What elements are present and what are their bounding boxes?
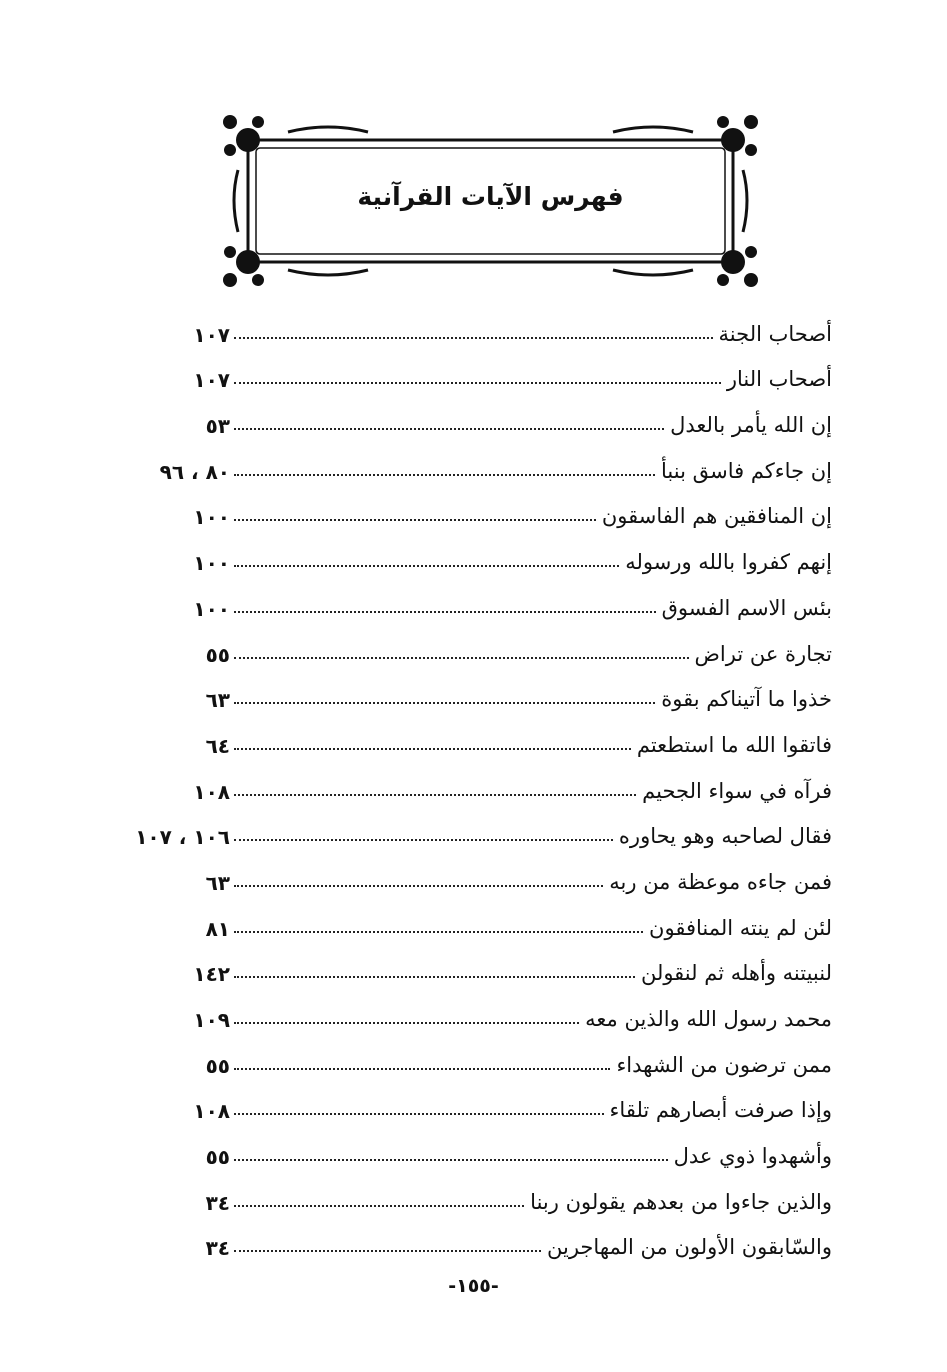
page-reference: ١٤٢ bbox=[193, 962, 230, 987]
index-entry bbox=[120, 351, 832, 397]
verse-text: إن الله يأمر بالعدل bbox=[670, 413, 832, 438]
verse-text: محمد رسول الله والذين معه bbox=[585, 1007, 832, 1031]
page-reference: ١٠٠ bbox=[193, 596, 230, 621]
index-entry bbox=[120, 1219, 832, 1265]
verse-text: وإذا صرفت أبصارهم تلقاء bbox=[609, 1098, 832, 1123]
verse-text: والسّابقون الأولون من المهاجرين bbox=[547, 1235, 832, 1260]
index-entry bbox=[120, 899, 832, 945]
dot-leader bbox=[234, 657, 689, 659]
dot-leader bbox=[234, 931, 643, 933]
dot-leader bbox=[234, 1022, 579, 1024]
index-entry bbox=[120, 853, 832, 899]
page-reference: ٥٥ bbox=[205, 1053, 230, 1078]
verse-text: ممن ترضون من الشهداء bbox=[616, 1052, 832, 1077]
page-reference: ٣٤ bbox=[205, 1236, 230, 1261]
dot-leader bbox=[234, 748, 631, 750]
page-reference: ٦٣ bbox=[205, 688, 230, 713]
index-entry bbox=[120, 305, 832, 351]
index-entry bbox=[120, 716, 832, 762]
page-reference: ٥٣ bbox=[205, 414, 230, 439]
index-entry bbox=[120, 579, 832, 625]
dot-leader bbox=[234, 428, 664, 430]
page-reference: ١٠٠ bbox=[193, 505, 230, 530]
page-reference: ٥٥ bbox=[205, 642, 230, 667]
page-title: فهرس الآيات القرآنية bbox=[357, 182, 624, 211]
index-entry bbox=[120, 1127, 832, 1173]
verse-text: إن جاءكم فاسق بنبأ bbox=[661, 458, 832, 483]
dot-leader bbox=[234, 1113, 604, 1115]
dot-leader bbox=[234, 565, 619, 567]
index-entry bbox=[120, 1036, 832, 1082]
page-reference: ١٠٠ bbox=[193, 551, 230, 576]
index-entry bbox=[120, 442, 832, 488]
page-number: -١٥٥- bbox=[448, 1275, 499, 1297]
verse-text: إنهم كفروا بالله ورسوله bbox=[625, 550, 832, 575]
verse-text: أصحاب الجنة bbox=[718, 321, 832, 346]
page-reference: ١٠٨ bbox=[193, 1099, 230, 1124]
index-entry bbox=[120, 671, 832, 717]
dot-leader bbox=[234, 382, 721, 384]
verse-text: فمن جاءه موعظة من ربه bbox=[609, 869, 832, 894]
index-entry bbox=[120, 396, 832, 442]
verse-text: فاتقوا الله ما استطعتم bbox=[636, 732, 832, 757]
verse-text: إن المنافقين هم الفاسقون bbox=[601, 504, 832, 529]
page-reference: ٨١ bbox=[205, 916, 230, 941]
verse-text: خذوا ما آتيناكم بقوة bbox=[661, 687, 832, 712]
verse-text: بئس الاسم الفسوق bbox=[661, 595, 832, 620]
page-reference: ٦٣ bbox=[205, 870, 230, 895]
dot-leader bbox=[234, 474, 655, 476]
index-entry bbox=[120, 533, 832, 579]
dot-leader bbox=[234, 839, 613, 841]
dot-leader bbox=[234, 1205, 524, 1207]
index-entry bbox=[120, 945, 832, 991]
page-reference: ٦٤ bbox=[205, 733, 230, 758]
verse-text: أصحاب النار bbox=[726, 367, 832, 392]
verse-text: وأشهدوا ذوي عدل bbox=[673, 1144, 832, 1169]
index-entry bbox=[120, 990, 832, 1036]
verse-text: والذين جاءوا من بعدهم يقولون ربنا bbox=[530, 1189, 832, 1214]
verse-index-list bbox=[120, 305, 832, 1264]
verse-text: لئن لم ينته المنافقون bbox=[649, 915, 832, 940]
page-reference: ٨٠ ، ٩٦ bbox=[159, 459, 230, 484]
index-entry bbox=[120, 1082, 832, 1128]
dot-leader bbox=[234, 976, 635, 978]
page-reference: ١٠٨ bbox=[193, 779, 230, 804]
verse-text: تجارة عن تراض bbox=[694, 641, 832, 666]
page-reference: ١٠٦ ، ١٠٧ bbox=[135, 825, 230, 850]
dot-leader bbox=[234, 337, 713, 339]
dot-leader bbox=[234, 1250, 541, 1252]
index-entry bbox=[120, 625, 832, 671]
title-frame bbox=[218, 110, 763, 292]
verse-text: فرآه في سواء الجحيم bbox=[642, 778, 832, 803]
verse-text: فقال لصاحبه وهو يحاوره bbox=[618, 824, 832, 849]
dot-leader bbox=[234, 702, 655, 704]
page-reference: ٥٥ bbox=[205, 1145, 230, 1170]
verse-text: لنبيتنه وأهله ثم لنقولن bbox=[640, 961, 832, 986]
page-reference: ٣٤ bbox=[205, 1190, 230, 1215]
index-entry bbox=[120, 1173, 832, 1219]
dot-leader bbox=[234, 794, 636, 796]
dot-leader bbox=[234, 1159, 668, 1161]
page-reference: ١٠٩ bbox=[193, 1008, 230, 1032]
page-reference: ١٠٧ bbox=[193, 322, 230, 347]
dot-leader bbox=[234, 885, 603, 887]
page-reference: ١٠٧ bbox=[193, 368, 230, 393]
index-entry bbox=[120, 762, 832, 808]
index-entry bbox=[120, 488, 832, 534]
dot-leader bbox=[234, 519, 596, 521]
index-entry bbox=[120, 808, 832, 854]
dot-leader bbox=[234, 611, 656, 613]
dot-leader bbox=[234, 1068, 610, 1070]
